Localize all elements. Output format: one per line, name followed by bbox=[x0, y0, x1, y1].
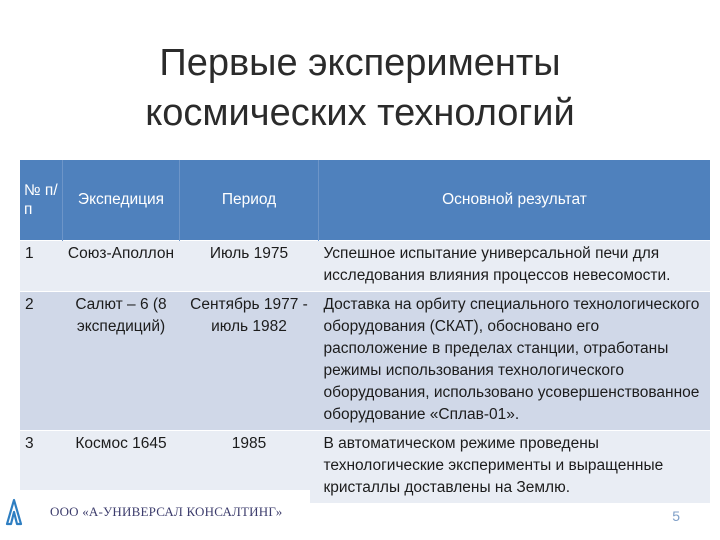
header-result: Основной результат bbox=[319, 160, 711, 241]
row-expedition: Салют – 6 (8 экспедиций) bbox=[63, 292, 180, 431]
row-number: 2 bbox=[20, 292, 63, 431]
slide-title-line-1: Первые эксперименты bbox=[159, 42, 561, 84]
table-header-row bbox=[20, 160, 710, 241]
row-period: 1985 bbox=[180, 431, 319, 504]
row-expedition: Союз-Аполлон bbox=[63, 241, 180, 292]
table-row bbox=[20, 292, 710, 431]
row-number: 1 bbox=[20, 241, 63, 292]
company-logo-icon bbox=[4, 498, 24, 526]
slide-title bbox=[60, 38, 660, 138]
row-period: Сентябрь 1977 - июль 1982 bbox=[180, 292, 319, 431]
row-number: 3 bbox=[20, 431, 63, 504]
company-name: ООО «А-УНИВЕРСАЛ КОНСАЛТИНГ» bbox=[50, 504, 283, 519]
header-period: Период bbox=[180, 160, 319, 241]
row-period: Июль 1975 bbox=[180, 241, 319, 292]
table-row bbox=[20, 241, 710, 292]
header-expedition: Экспедиция bbox=[63, 160, 180, 241]
header-number: № п/п bbox=[20, 160, 63, 241]
row-expedition: Космос 1645 bbox=[63, 431, 180, 504]
row-result: Успешное испытание универсальной печи для исследования влияния процессов невесомости. bbox=[319, 241, 711, 292]
footer bbox=[0, 490, 310, 540]
page-number: 5 bbox=[672, 508, 680, 524]
row-result: Доставка на орбиту специального технологического оборудования (СКАТ), обосновано его расположение в пределах станции, отработаны режимы использования технологического оборудования, использовано усовершенствованное оборудование «Сплав-01». bbox=[319, 292, 711, 431]
row-result: В автоматическом режиме проведены технологические эксперименты и выращенные кристаллы доставлены на Землю. bbox=[319, 431, 711, 504]
experiments-table bbox=[20, 160, 710, 503]
slide-title-line-2: космических технологий bbox=[145, 92, 575, 134]
